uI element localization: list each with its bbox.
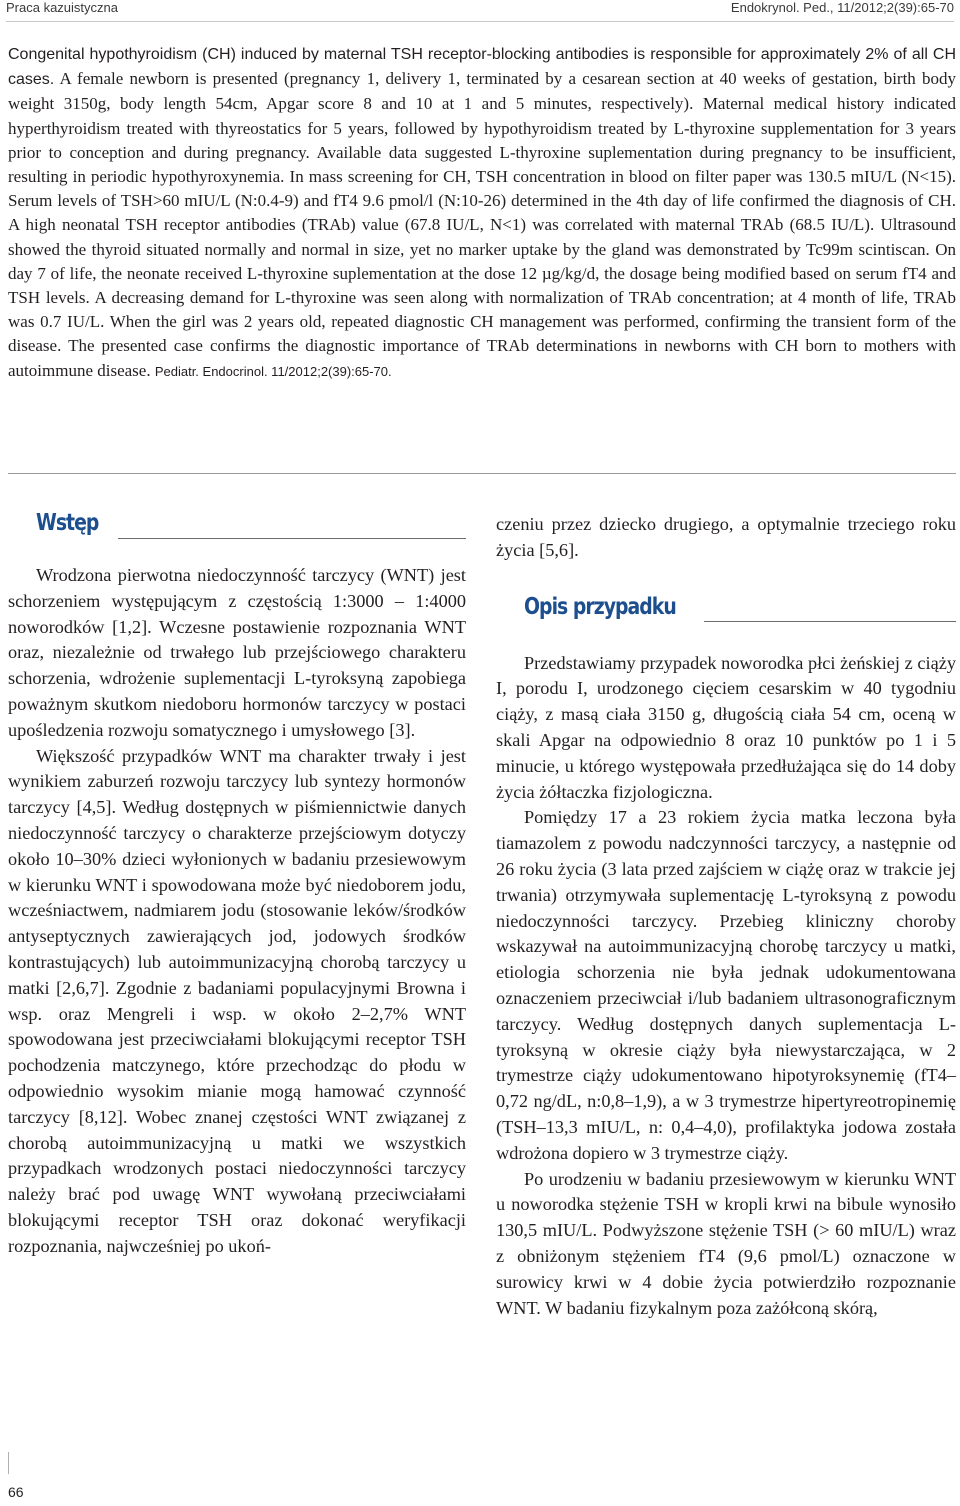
english-abstract bbox=[8, 42, 956, 384]
right-column bbox=[496, 512, 956, 1321]
abstract-divider bbox=[8, 473, 956, 474]
abstract-citation: Pediatr. Endocrinol. 11/2012;2(39):65-70. bbox=[154, 363, 392, 379]
abstract-body: A female newborn is presented (pregnancy 1, delivery 1, terminated by a cesarean section at 40 weeks of gestation, birth body weight 3150g, body length 54cm, Apgar score 8 and 10 at 1 and 5 minutes, respectively). Maternal medical history indicated hyperthyroidism treated with thyreostatics for 5 years, followed by hypothyroidism treated by L-thyroxine supplementation for 3 years prior to conception and during pregnancy. Available data suggested L-thyroxine suplementation during pregnancy to be insufficient, resulting in periodic hypothyroxynemia. In mass screening for CH, TSH concentration in blood on filter paper was 130.5 mIU/L (N<15). Serum levels of TSH>60 mIU/L (N:0.4-9) and fT4 9.6 pmol/l (N:10-26) determined in the 4th day of life confirmed the diagnosis of CH. A high neonatal TSH receptor antibodies (TRAb) value (67.8 IU/L, N<1) was correlated with maternal TRAb (68.5 IU/L). Ultrasound showed the thyroid situated normally and normal in size, yet no marker uptake by the gland was demonstrated by Tc99m scintiscan. On day 7 of life, the neonate received L-thyroxine suplementation at the dose 12 µg/kg/d, the dosage being modified based on serum fT4 and TSH levels. A decreasing demand for L-thyroxine was seen along with normalization of TRAb concentration; at 4 month of life, TRAb was 0.7 IU/L. When the girl was 2 years old, repeated diagnostic CH management was performed, confirming the transient form of the disease. The presented case confirms the diagnostic importance of TRAb determinations in newborns with CH born to mothers with autoimmune disease. bbox=[8, 69, 956, 380]
intro-paragraph-1: Wrodzona pierwotna niedoczynność tarczycy (WNT) jest schorzeniem występującym z częstością 1:3000 – 1:4000 noworodków [1,2]. Wczesne postawienie rozpoznania WNT oraz, niezależnie od trwałego lub przejściowego charakteru schorzenia, wdrożenie suplementacji L-tyroksyną zapobiega poważnym skutkom niedoboru hormonów tarczycy w postaci upośledzenia rozwoju somatycznego i umysłowego [3]. bbox=[8, 565, 466, 740]
case-paragraph-3: Po urodzeniu w badaniu przesiewowym w kierunku WNT u noworodka stężenie TSH w kropli krwi na bibule wynosiło 130,5 mIU/L. Podwyższone stężenie TSH (> 60 mIU/L) wraz z obniżonym stężeniem fT4 (9,6 pmol/L) oznaczone w surowicy krwi w 4 dobie życia potwierdziło rozpoznanie WNT. W badaniu fizykalnym poza zażółconą skórą, bbox=[496, 1168, 956, 1318]
abstract-lead: Congenital hypothyroidism (CH) induced by maternal TSH receptor-blocking antibodies is responsible for approximately 2% of all CH cases. bbox=[8, 46, 956, 89]
section-heading-case-report: Opis przypadku bbox=[524, 594, 676, 620]
journal-reference: Endokrynol. Ped., 11/2012;2(39):65-70 bbox=[730, 0, 954, 15]
heading-rule-case-report bbox=[704, 621, 956, 622]
page-number: 66 bbox=[8, 1484, 24, 1500]
case-paragraph-1: Przedstawiamy przypadek noworodka płci żeńskiej z ciąży I, porodu I, urodzonego cięciem cesarskim w 40 tygodniu ciąży, z masą ciała 3150 g, długością ciała 54 cm, oceną w skali Apgar na odpowiednio 8 oraz 10 punktów po 1 i 5 minucie, u którego występowała przedłużająca się do 14 doby życia żółtaczka fizjologiczna. bbox=[496, 652, 956, 802]
margin-marker bbox=[8, 1452, 9, 1474]
case-paragraph-2: Pomiędzy 17 a 23 rokiem życia matka leczona była tiamazolem z powodu nadczynności tarczycy, a następnie od 26 roku życia (3 lata przed zajściem w ciążę oraz w trakcie jej trwania) otrzymywała suplementację L-tyroksyną z powodu niedoczynności tarczycy. Przebieg kliniczny choroby wskazywał na autoimmunizacyjną chorobę tarczycy u matki, etiologia schorzenia nie była jednak udokumentowana oznaczeniem przeciwciał i/lub badaniem ultrasonograficznym tarczycy. Według dostępnych danych suplementacja L-tyroksyną w okresie ciąży była niewystarczająca, w 2 trymestrze ciąży udokumentowano hipotyroksynemię (fT4–0,72 ng/dL, n:0,8–1,9), a w 3 trymestrze hipertyreotropinemię (TSH–13,3 mIU/L, n: 0,4–4,0), profilaktyka jodowa została wdrożona dopiero w 3 trymestrze ciąży. bbox=[496, 807, 956, 1163]
running-header bbox=[6, 0, 954, 18]
heading-rule-introduction bbox=[118, 538, 466, 539]
header-divider bbox=[6, 21, 954, 22]
intro-paragraph-continuation: czeniu przez dziecko drugiego, a optymalnie trzeciego roku życia [5,6]. bbox=[496, 514, 956, 560]
article-type-label: Praca kazuistyczna bbox=[6, 0, 118, 15]
section-heading-introduction: Wstęp bbox=[36, 510, 99, 536]
intro-paragraph-2: Większość przypadków WNT ma charakter trwały i jest wynikiem zaburzeń rozwoju tarczycy lub syntezy hormonów tarczycy [4,5]. Według dostępnych w piśmiennictwie danych niedoczynność tarczycy o charakterze przejściowym dotyczy około 10–30% dzieci wyłonionych w badaniu przesiewowym w kierunku WNT i spowodowana może być niedoborem jodu, wcześniactwem, nadmiarem jodu (stosowanie leków/środków antyseptycznych zawierających jod, jodowych środków kontrastujących) lub autoimmunizacyjną chorobą tarczycy u matki [2,6,7]. Zgodnie z badaniami populacyjnymi Browna i wsp. oraz Mengreli i wsp. w około 2–2,7% WNT spowodowana jest przeciwciałami blokującymi receptor TSH pochodzenia matczynego, które przechodząc do płodu w odpowiednio wysokim mianie mogą hamować czynność tarczycy [8,12]. Wobec znanej częstości WNT związanej z chorobą autoimmunizacyjną u matki we wszystkich przypadkach wrodzonych postaci niedoczynności tarczycy należy brać pod uwagę WNT wywołaną przeciwciałami blokującymi receptor TSH oraz dokonać weryfikacji rozpoznania, najwcześniej po ukoń- bbox=[8, 745, 466, 1256]
left-column bbox=[8, 563, 466, 1260]
